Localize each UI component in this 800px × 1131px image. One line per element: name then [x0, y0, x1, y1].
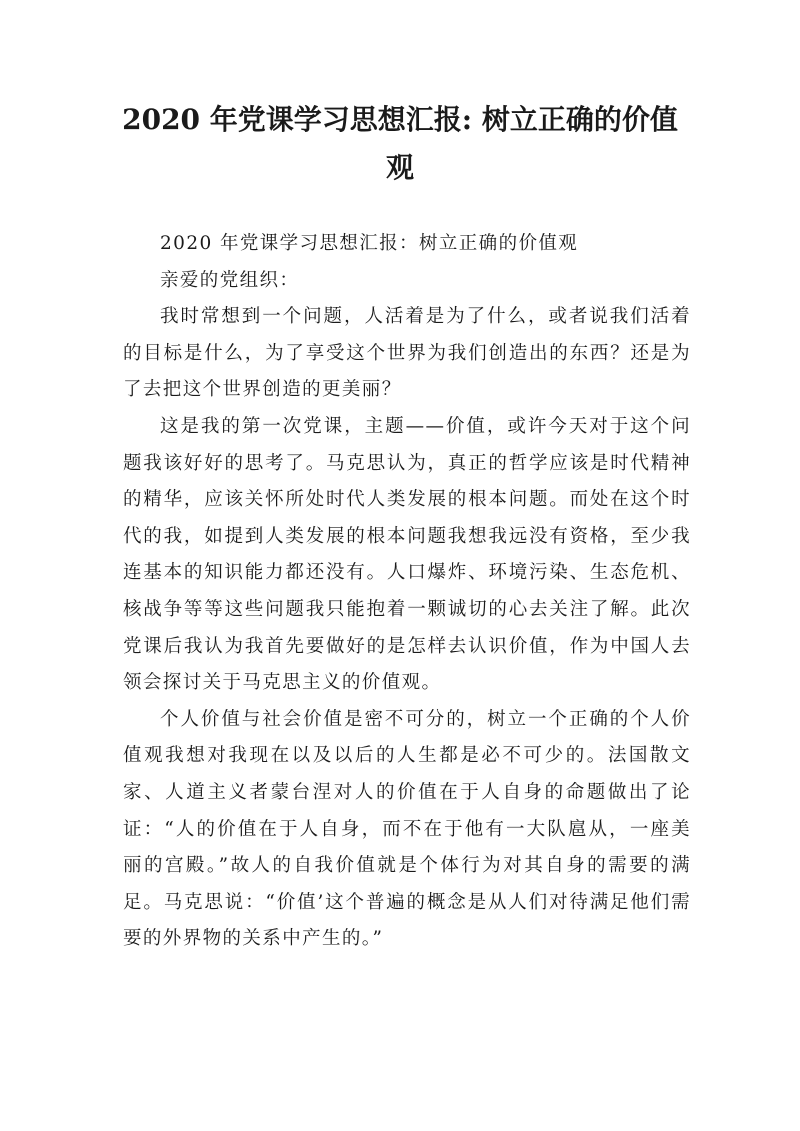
document-title: 2020 年党课学习思想汇报: 树立正确的价值观: [122, 103, 678, 184]
body-paragraph: 我时常想到一个问题，人活着是为了什么，或者说我们活着的目标是什么，为了享受这个世界为我们创造出的东西？还是为了去把这个世界创造的更美丽？: [123, 306, 691, 401]
body-paragraph-subtitle: 2020 年党课学习思想汇报：树立正确的价值观: [160, 233, 579, 254]
body-paragraph: 个人价值与社会价值是密不可分的，树立一个正确的个人价值观我想对我现在以及以后的人生都是必不可少的。法国散文家、人道主义者蒙台涅对人的价值在于人自身的命题做出了论证：“人的价值在于人自身，而不在于他有一大队扈从，一座美丽的宫殿。”故人的自我价值就是个体行为对其自身的需要的满足。马克思说：“价值’这个普遍的概念是从人们对待满足他们需要的外界物的关系中产生的。”: [123, 708, 691, 950]
document-body: [123, 226, 691, 958]
body-paragraph-salutation: 亲爱的党组织：: [160, 269, 300, 291]
body-paragraph: 这是我的第一次党课，主题——价值，或许今天对于这个问题我该好好的思考了。马克思认为，真正的哲学应该是时代精神的精华，应该关怀所处时代人类发展的根本问题。而处在这个时代的我，如提到人类发展的根本问题我想我远没有资格，至少我连基本的知识能力都还没有。人口爆炸、环境污染、生态危机、核战争等等这些问题我只能抱着一颗诚切的心去关注了解。此次党课后我认为我首先要做好的是怎样去认识价值，作为中国人去领会探讨关于马克思主义的价值观。: [123, 415, 691, 694]
